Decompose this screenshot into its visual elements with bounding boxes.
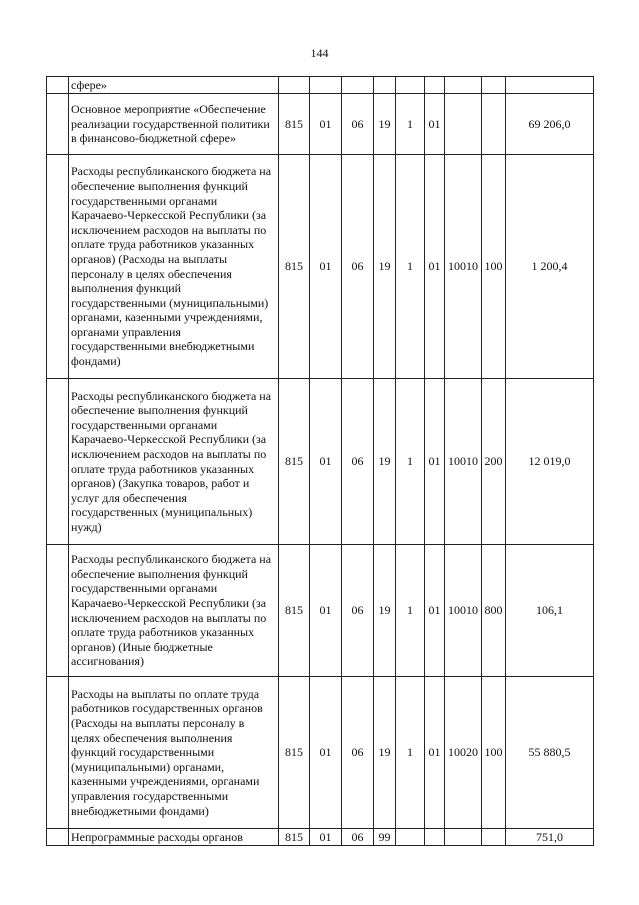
expense-type-cell: 100: [482, 155, 506, 379]
expense-type-cell: 200: [482, 379, 506, 545]
activity-cell: [425, 829, 445, 846]
admin-code-cell: 815: [279, 829, 310, 846]
program-cell: [374, 77, 396, 94]
admin-code-cell: 815: [279, 379, 310, 545]
section-cell: 01: [310, 545, 342, 677]
activity-cell: 01: [425, 677, 445, 829]
amount-cell: 751,0: [506, 829, 594, 846]
direction-cell: [445, 94, 482, 155]
direction-cell: 10010: [445, 155, 482, 379]
expense-type-cell: 800: [482, 545, 506, 677]
direction-cell: [445, 829, 482, 846]
admin-code-cell: 815: [279, 677, 310, 829]
subprogram-cell: 1: [396, 94, 425, 155]
description-cell: Расходы республиканского бюджета на обеспечение выполнения функций государственными органами Карачаево-Черкесской Республики (за исключением расходов на выплаты по оплате труда работников указанных органов) (Расходы на выплаты персоналу в целях обеспечения выполнения функций государственными (муниципальными) органами, казенными учреждениями, органами управления государственными внебюджетными фондами): [69, 155, 279, 379]
table-row: [47, 155, 594, 379]
table-row: [47, 94, 594, 155]
expense-type-cell: [482, 94, 506, 155]
section-cell: 01: [310, 379, 342, 545]
table-row: [47, 379, 594, 545]
subprogram-cell: 1: [396, 545, 425, 677]
direction-cell: [445, 77, 482, 94]
subsection-cell: 06: [342, 379, 374, 545]
subprogram-cell: [396, 77, 425, 94]
admin-code-cell: 815: [279, 155, 310, 379]
activity-cell: 01: [425, 155, 445, 379]
admin-code-cell: 815: [279, 545, 310, 677]
row-marker-cell: [47, 94, 69, 155]
section-cell: 01: [310, 155, 342, 379]
program-cell: 99: [374, 829, 396, 846]
row-marker-cell: [47, 545, 69, 677]
subsection-cell: 06: [342, 677, 374, 829]
section-cell: 01: [310, 94, 342, 155]
activity-cell: 01: [425, 379, 445, 545]
subsection-cell: 06: [342, 545, 374, 677]
amount-cell: 69 206,0: [506, 94, 594, 155]
subsection-cell: [342, 77, 374, 94]
row-marker-cell: [47, 77, 69, 94]
subprogram-cell: [396, 829, 425, 846]
amount-cell: 12 019,0: [506, 379, 594, 545]
description-cell: Расходы на выплаты по оплате труда работников государственных органов (Расходы на выплаты персоналу в целях обеспечения выполнения функций государственными (муниципальными) органами, казенными учреждениями, органами управления государственными внебюджетными фондами): [69, 677, 279, 829]
subprogram-cell: 1: [396, 155, 425, 379]
amount-cell: 106,1: [506, 545, 594, 677]
subsection-cell: 06: [342, 829, 374, 846]
section-cell: 01: [310, 829, 342, 846]
subprogram-cell: 1: [396, 379, 425, 545]
subprogram-cell: 1: [396, 677, 425, 829]
admin-code-cell: [279, 77, 310, 94]
activity-cell: [425, 77, 445, 94]
amount-cell: 55 880,5: [506, 677, 594, 829]
description-cell: Расходы республиканского бюджета на обеспечение выполнения функций государственными органами Карачаево-Черкесской Республики (за исключением расходов на выплаты по оплате труда работников указанных органов) (Закупка товаров, работ и услуг для обеспечения государственных (муниципальных) нужд): [69, 379, 279, 545]
table-row: [47, 829, 594, 846]
table-row: [47, 545, 594, 677]
subsection-cell: 06: [342, 155, 374, 379]
description-cell: Расходы республиканского бюджета на обеспечение выполнения функций государственными органами Карачаево-Черкесской Республики (за исключением расходов на выплаты по оплате труда работников указанных органов) (Иные бюджетные ассигнования): [69, 545, 279, 677]
amount-cell: 1 200,4: [506, 155, 594, 379]
direction-cell: 10020: [445, 677, 482, 829]
program-cell: 19: [374, 379, 396, 545]
description-cell: Основное мероприятие «Обеспечение реализации государственной политики в финансово-бюджетной сфере»: [69, 94, 279, 155]
program-cell: 19: [374, 155, 396, 379]
description-cell: сфере»: [69, 77, 279, 94]
description-cell: Непрограммные расходы органов: [69, 829, 279, 846]
amount-cell: [506, 77, 594, 94]
program-cell: 19: [374, 94, 396, 155]
expense-type-cell: 100: [482, 677, 506, 829]
expense-type-cell: [482, 829, 506, 846]
program-cell: 19: [374, 545, 396, 677]
row-marker-cell: [47, 829, 69, 846]
table-row: [47, 677, 594, 829]
subsection-cell: 06: [342, 94, 374, 155]
row-marker-cell: [47, 677, 69, 829]
direction-cell: 10010: [445, 545, 482, 677]
page-number: 144: [310, 46, 329, 60]
row-marker-cell: [47, 155, 69, 379]
activity-cell: 01: [425, 545, 445, 677]
table-row: [47, 77, 594, 94]
expense-type-cell: [482, 77, 506, 94]
row-marker-cell: [47, 379, 69, 545]
section-cell: [310, 77, 342, 94]
admin-code-cell: 815: [279, 94, 310, 155]
activity-cell: 01: [425, 94, 445, 155]
section-cell: 01: [310, 677, 342, 829]
budget-table: [46, 76, 594, 846]
direction-cell: 10010: [445, 379, 482, 545]
program-cell: 19: [374, 677, 396, 829]
